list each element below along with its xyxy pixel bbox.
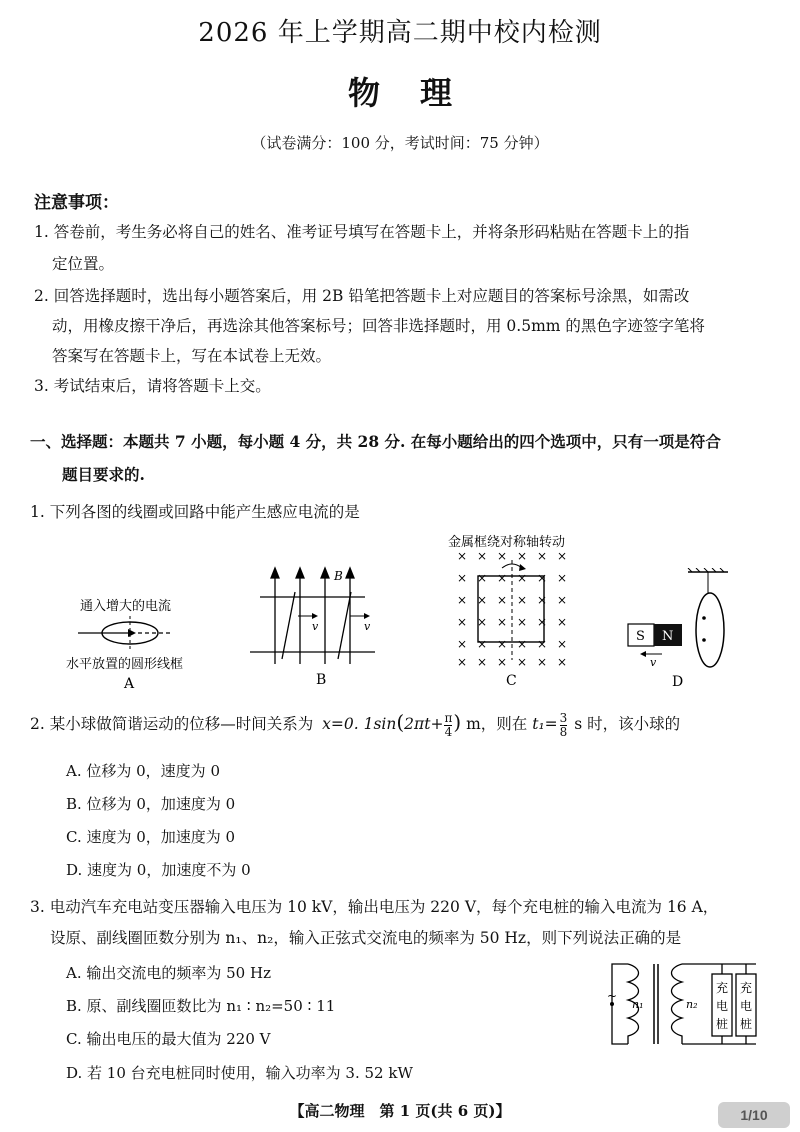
- notice-heading: 注意事项：: [34, 193, 119, 213]
- field-cross: ×: [496, 637, 508, 651]
- field-cross: ×: [456, 615, 468, 629]
- page-footer: 【高二物理 第 1 页(共 6 页)】: [289, 1102, 511, 1120]
- q2-unit: m，则在: [466, 715, 528, 733]
- subject-title: 物理: [347, 74, 492, 112]
- page-indicator-badge[interactable]: 1/10: [718, 1102, 790, 1128]
- field-cross: ×: [516, 571, 528, 585]
- q2-stem-pre: 2. 某小球做简谐运动的位移—时间关系为: [30, 715, 314, 733]
- figure-a-bottom-label: 水平放置的圆形线框: [66, 657, 184, 672]
- field-cross: ×: [456, 637, 468, 651]
- field-cross: ×: [496, 593, 508, 607]
- secondary-turns-label: n₂: [686, 998, 698, 1011]
- notice-item: 定位置。: [52, 255, 115, 273]
- field-cross: ×: [456, 655, 468, 669]
- q3-option-d: D. 若 10 台充电桩同时使用，输入功率为 3. 52 kW: [66, 1064, 413, 1082]
- field-cross: ×: [556, 549, 568, 563]
- notice-item: 答案写在答题卡上，写在本试卷上无效。: [52, 347, 332, 365]
- figure-a-top-label: 通入增大的电流: [80, 599, 172, 614]
- exam-title: 2026 年上学期高二期中校内检测: [198, 18, 602, 48]
- figure-b-v2: v: [364, 620, 371, 633]
- q2-option-b: B. 位移为 0，加速度为 0: [66, 795, 236, 813]
- notice-item: 3. 考试结束后，请将答题卡上交。: [34, 377, 271, 395]
- q3-option-b: B. 原、副线圈匝数比为 n₁ ∶ n₂=50 ∶ 11: [66, 997, 336, 1015]
- field-cross: ×: [536, 571, 548, 585]
- field-cross: ×: [556, 593, 568, 607]
- pile1-char: 桩: [715, 1017, 729, 1031]
- field-cross: ×: [496, 549, 508, 563]
- pile1-char: 充: [715, 981, 729, 995]
- field-cross: ×: [516, 593, 528, 607]
- q3-option-a: A. 输出交流电的频率为 50 Hz: [66, 964, 271, 982]
- figure-b-label: B: [316, 672, 327, 688]
- section-heading-cont: 题目要求的.: [62, 465, 145, 484]
- q2-formula-phase: 2πt+: [404, 715, 444, 733]
- field-cross: ×: [476, 655, 488, 669]
- field-cross: ×: [536, 549, 548, 563]
- figure-b-v1: v: [312, 620, 319, 633]
- pile2-char: 充: [739, 981, 753, 995]
- pile2-char: 电: [739, 999, 753, 1013]
- field-cross: ×: [496, 615, 508, 629]
- field-cross: ×: [496, 655, 508, 669]
- question-1-stem: 1. 下列各图的线圈或回路中能产生感应电流的是: [30, 503, 360, 521]
- field-cross: ×: [516, 615, 528, 629]
- ac-source-symbol: ~: [607, 989, 618, 1003]
- q2-stem-post: s 时，该小球的: [574, 715, 681, 733]
- field-cross: ×: [456, 571, 468, 585]
- field-cross: ×: [516, 637, 528, 651]
- q2-option-d: D. 速度为 0，加速度不为 0: [66, 861, 251, 879]
- q2-option-c: C. 速度为 0，加速度为 0: [66, 828, 236, 846]
- field-cross: ×: [536, 615, 548, 629]
- q2-option-a: A. 位移为 0，速度为 0: [66, 762, 220, 780]
- question-3-line1: 3. 电动汽车充电站变压器输入电压为 10 kV，输出电压为 220 V，每个充电桩的输入电流为 16 A，: [30, 898, 719, 916]
- magnet-n-pole: N: [662, 629, 674, 644]
- field-cross: ×: [476, 593, 488, 607]
- figure-d: [620, 568, 740, 690]
- figure-a: [60, 590, 210, 690]
- field-cross: ×: [556, 615, 568, 629]
- field-cross: ×: [476, 571, 488, 585]
- q2-eight: 8: [559, 724, 568, 739]
- pile1-char: 电: [715, 999, 729, 1013]
- exam-meta: （试卷满分：100 分，考试时间：75 分钟）: [251, 134, 549, 152]
- magnet-s-pole: S: [636, 629, 645, 644]
- section-heading: 一、选择题：本题共 7 小题，每小题 4 分，共 28 分. 在每小题给出的四个选项中，只有一项是符合: [30, 432, 721, 451]
- q2-pi: π: [444, 710, 453, 725]
- primary-turns-label: n₁: [632, 998, 644, 1011]
- field-cross: ×: [496, 571, 508, 585]
- figure-c: [440, 530, 590, 688]
- field-cross: ×: [556, 637, 568, 651]
- field-cross: ×: [536, 593, 548, 607]
- field-cross: ×: [476, 549, 488, 563]
- notice-item: 2. 回答选择题时，选出每小题答案后，用 2B 铅笔把答题卡上对应题目的答案标号涂黑，如需改: [34, 287, 690, 305]
- field-cross: ×: [536, 637, 548, 651]
- notice-item: 动，用橡皮擦干净后，再选涂其他答案标号；回答非选择题时，用 0.5mm 的黑色字迹签字笔将: [52, 317, 705, 335]
- transformer-figure: [606, 960, 768, 1050]
- figure-d-label: D: [672, 674, 684, 690]
- field-cross: ×: [516, 549, 528, 563]
- q2-four: 4: [444, 724, 453, 739]
- q2-t1: t₁=: [532, 715, 558, 733]
- field-cross: ×: [476, 615, 488, 629]
- q2-formula-x: x=0. 1sin: [322, 715, 397, 733]
- question-2-stem: 2. 某小球做简谐运动的位移—时间关系为 x=0. 1sin(2πt+ $\frac{\pi}{4}$ ) m，则在 t₁= $\frac{3}{8}$ s 时，该小球的: [30, 710, 681, 739]
- q3-option-c: C. 输出电压的最大值为 220 V: [66, 1030, 271, 1048]
- pile2-char: 桩: [739, 1017, 753, 1031]
- field-cross: ×: [476, 637, 488, 651]
- figure-a-label: A: [124, 676, 135, 690]
- question-3-line2: 设原、副线圈匝数分别为 n₁、n₂，输入正弦式交流电的频率为 50 Hz，则下列说法正确的是: [50, 929, 682, 947]
- figure-b-field-label: B: [334, 569, 343, 583]
- figure-b: [250, 564, 380, 688]
- field-cross: ×: [516, 655, 528, 669]
- field-cross: ×: [556, 571, 568, 585]
- q2-three: 3: [559, 710, 568, 725]
- figure-d-v: v: [650, 656, 657, 669]
- notice-item: 1. 答卷前，考生务必将自己的姓名、准考证号填写在答题卡上，并将条形码粘贴在答题卡上的指: [34, 223, 690, 241]
- field-cross: ×: [556, 655, 568, 669]
- field-cross: ×: [536, 655, 548, 669]
- figure-c-label: C: [506, 673, 517, 688]
- figure-c-caption: 金属框绕对称轴转动: [448, 535, 566, 550]
- field-cross: ×: [456, 549, 468, 563]
- field-cross: ×: [456, 593, 468, 607]
